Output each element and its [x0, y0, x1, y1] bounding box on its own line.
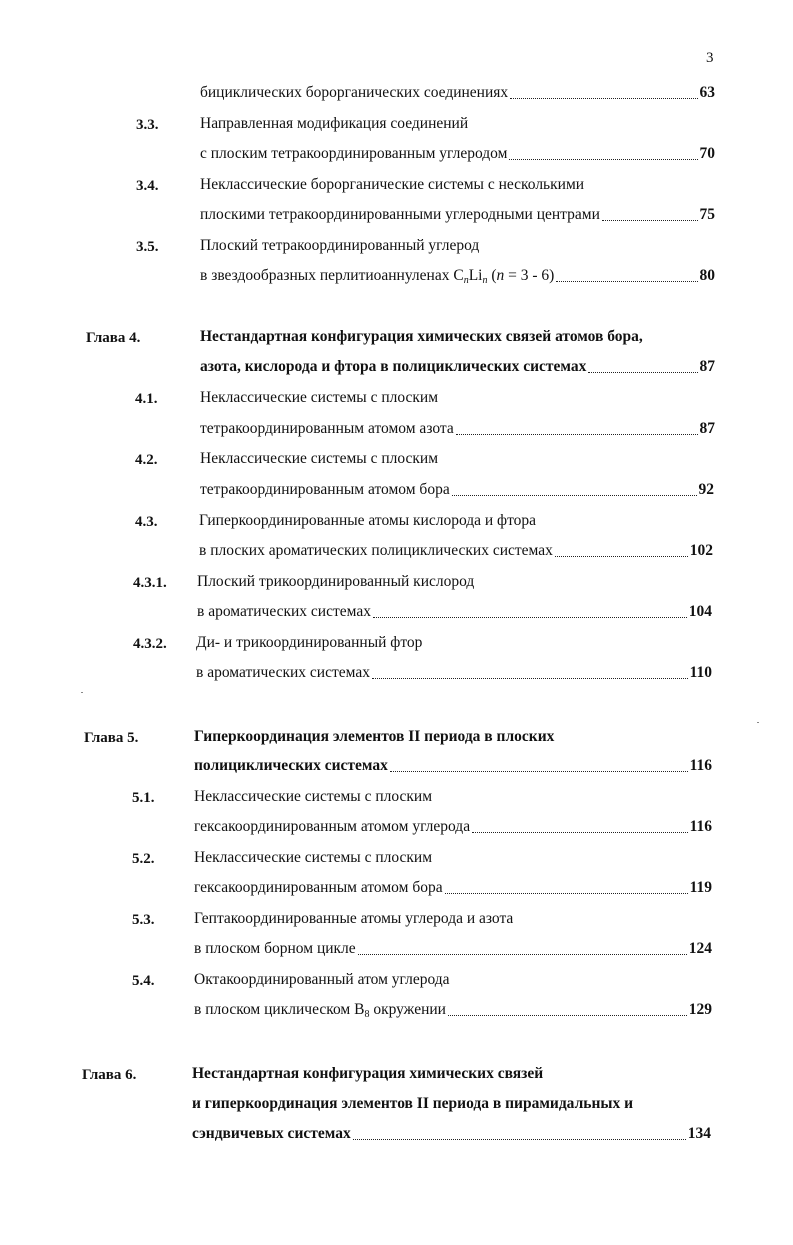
toc-line	[200, 145, 715, 165]
toc-text: Нестандартная конфигурация химических связей	[192, 1065, 544, 1082]
toc-text: Неклассические системы с плоским	[200, 389, 439, 406]
toc-text: Ди- и трикоординированный фтор	[196, 634, 423, 651]
page-number: 3	[706, 50, 714, 66]
toc-line	[197, 603, 712, 623]
leader-dots	[472, 832, 688, 833]
section-number: 4.2.	[135, 452, 158, 468]
leader-dots	[372, 678, 688, 679]
toc-text: в ароматических системах	[196, 664, 370, 681]
toc-page: 80	[699, 267, 715, 284]
toc-line	[200, 206, 715, 226]
toc-line	[194, 849, 432, 869]
leader-dots	[373, 617, 687, 618]
leader-dots	[602, 220, 698, 221]
toc-text: Гиперкоординированные атомы кислорода и фтора	[199, 512, 537, 529]
leader-dots	[456, 434, 698, 435]
leader-dots	[390, 771, 688, 772]
toc-line	[194, 757, 712, 777]
toc-text: в ароматических системах	[197, 603, 371, 620]
toc-line	[200, 176, 584, 196]
toc-text: гексакоординированным атомом углерода	[194, 818, 471, 835]
scan-speck	[81, 692, 83, 693]
section-number: 3.5.	[136, 239, 159, 255]
toc-line	[200, 115, 468, 135]
toc-line	[200, 420, 715, 440]
section-number: 3.3.	[136, 117, 159, 133]
section-number: 5.1.	[132, 790, 155, 806]
toc-text: Гептакоординированные атомы углерода и азота	[194, 910, 514, 927]
toc-line	[194, 879, 712, 899]
toc-page: 134	[687, 1125, 711, 1142]
toc-text: тетракоординированным атомом азота	[200, 420, 454, 437]
section-number: 4.1.	[135, 391, 158, 407]
toc-text: Неклассические системы с плоским	[194, 849, 433, 866]
section-number: 5.2.	[132, 851, 155, 867]
toc-line	[200, 84, 715, 104]
leader-dots	[555, 556, 688, 557]
toc-line	[194, 1001, 712, 1021]
toc-line	[196, 664, 712, 684]
toc-line	[194, 818, 712, 838]
toc-line	[200, 237, 479, 257]
toc-text: Направленная модификация соединений	[200, 115, 469, 132]
toc-text: с плоским тетракоординированным углеродом	[200, 145, 508, 162]
toc-page: 102	[689, 542, 713, 559]
toc-text: Нестандартная конфигурация химических связей атомов бора,	[200, 328, 643, 345]
toc-text: в звездообразных перлитиоаннуленах $C_nLi_n$ (n = 3 - 6)	[200, 267, 555, 286]
toc-text: в плоских ароматических полициклических системах	[199, 542, 553, 559]
toc-line	[199, 542, 713, 562]
section-number: 4.3.2.	[133, 636, 167, 652]
toc-page: 116	[689, 818, 712, 835]
leader-dots	[509, 159, 697, 160]
toc-text: Неклассические борорганические системы с несколькими	[200, 176, 585, 193]
chapter-number: Глава 5.	[84, 730, 139, 746]
leader-dots	[445, 893, 688, 894]
toc-text: полициклических системах	[194, 757, 388, 774]
toc-text: гексакоординированным атомом бора	[194, 879, 443, 896]
toc-text: в плоском борном цикле	[194, 940, 356, 957]
toc-page: 116	[689, 757, 712, 774]
chapter-number: Глава 6.	[82, 1067, 137, 1083]
toc-page: 63	[699, 84, 715, 101]
toc-page: 70	[699, 145, 715, 162]
leader-dots	[353, 1139, 686, 1140]
section-number: 4.3.	[135, 514, 158, 530]
toc-text: Неклассические системы с плоским	[194, 788, 433, 805]
toc-line	[194, 788, 432, 808]
toc-line	[194, 940, 712, 960]
toc-line	[200, 267, 715, 287]
toc-text: Плоский тетракоординированный углерод	[200, 237, 480, 254]
section-number: 5.4.	[132, 973, 155, 989]
leader-dots	[452, 495, 697, 496]
toc-text: в плоском циклическом $B_8$ окружении	[194, 1001, 446, 1020]
section-number: 3.4.	[136, 178, 159, 194]
toc-line	[200, 481, 714, 501]
toc-page: 87	[699, 358, 715, 375]
toc-text: сэндвичевых системах	[192, 1125, 351, 1142]
toc-text: Октакоординированный атом углерода	[194, 971, 450, 988]
toc-page: 104	[688, 603, 712, 620]
toc-page: 87	[699, 420, 715, 437]
section-number: 5.3.	[132, 912, 155, 928]
toc-text: Неклассические системы с плоским	[200, 450, 439, 467]
section-number: 4.3.1.	[133, 575, 167, 591]
toc-text: азота, кислорода и фтора в полициклических системах	[200, 358, 587, 375]
toc-text: тетракоординированным атомом бора	[200, 481, 450, 498]
toc-line	[192, 1065, 543, 1085]
toc-page: 92	[698, 481, 714, 498]
toc-text: бициклических борорганических соединениях	[200, 84, 509, 101]
toc-page: 75	[699, 206, 715, 223]
toc-line	[194, 910, 513, 930]
scan-speck	[757, 722, 759, 723]
toc-text: и гиперкоординация элементов II периода в пирамидальных и	[192, 1095, 634, 1112]
toc-line	[200, 358, 715, 378]
toc-line	[200, 389, 438, 409]
toc-line	[200, 328, 643, 348]
toc-text: плоскими тетракоординированными углеродными центрами	[200, 206, 600, 223]
toc-line	[192, 1095, 633, 1115]
toc-line	[197, 573, 474, 593]
toc-text: Плоский трикоординированный кислород	[197, 573, 475, 590]
leader-dots	[448, 1015, 687, 1016]
toc-page: 119	[689, 879, 712, 896]
chapter-number: Глава 4.	[86, 330, 141, 346]
toc-page: 129	[688, 1001, 712, 1018]
leader-dots	[510, 98, 697, 99]
toc-page: 124	[688, 940, 712, 957]
toc-line	[196, 634, 422, 654]
leader-dots	[556, 281, 697, 282]
toc-line	[194, 971, 450, 991]
leader-dots	[588, 372, 697, 373]
toc-line	[192, 1125, 711, 1145]
toc-line	[200, 450, 438, 470]
toc-line	[199, 512, 536, 532]
toc-line	[194, 728, 554, 748]
toc-text: Гиперкоординация элементов II периода в плоских	[194, 728, 555, 745]
toc-page: 110	[689, 664, 712, 681]
leader-dots	[358, 954, 687, 955]
